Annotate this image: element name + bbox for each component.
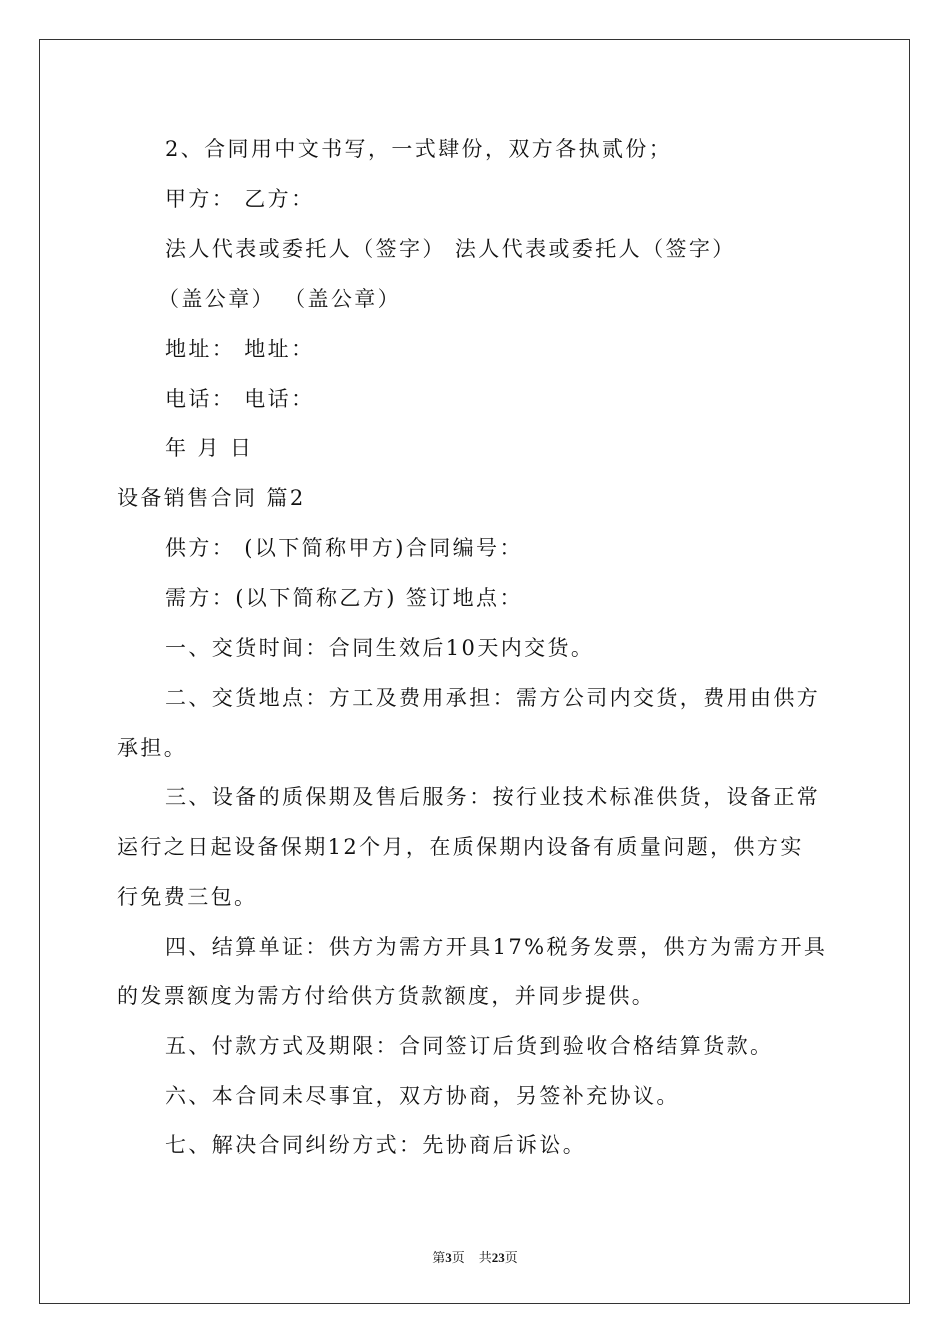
page-prefix: 第 — [432, 1251, 446, 1266]
page-suffix: 页 — [451, 1251, 465, 1266]
paragraph-line: 甲方： 乙方： — [165, 187, 315, 211]
paragraph-line: 二、交货地点：方工及费用承担：需方公司内交货，费用由供方 — [165, 686, 821, 710]
total-suffix: 页 — [504, 1251, 518, 1266]
paragraph-line: 五、付款方式及期限：合同签订后货到验收合格结算货款。 — [165, 1034, 774, 1058]
paragraph-line: 七、解决合同纠纷方式：先协商后诉讼。 — [165, 1133, 587, 1157]
page-border — [39, 39, 910, 1304]
paragraph-line: 法人代表或委托人（签字） 法人代表或委托人（签字） — [165, 237, 736, 261]
paragraph-line: 六、本合同未尽事宜，双方协商，另签补充协议。 — [165, 1084, 680, 1108]
paragraph-line: 地址： 地址： — [165, 337, 315, 361]
paragraph-line: 三、设备的质保期及售后服务：按行业技术标准供货，设备正常 — [165, 785, 821, 809]
paragraph-line: 的发票额度为需方付给供方货款额度，并同步提供。 — [117, 984, 656, 1008]
paragraph-line: 2、合同用中文书写，一式肆份，双方各执贰份； — [165, 137, 673, 161]
paragraph-line: 需方：(以下简称乙方) 签订地点： — [165, 586, 523, 610]
page-total: 23 — [491, 1250, 505, 1265]
paragraph-line: 年 月 日 — [165, 436, 254, 460]
paragraph-line: （盖公章） （盖公章） — [158, 287, 402, 311]
paragraph-line: 四、结算单证：供方为需方开具17%税务发票，供方为需方开具 — [165, 935, 828, 959]
total-prefix: 共 — [478, 1251, 492, 1266]
paragraph-line: 电话： 电话： — [165, 387, 315, 411]
section-heading: 设备销售合同 篇2 — [117, 486, 306, 510]
paragraph-line: 承担。 — [117, 736, 188, 760]
page-current: 3 — [445, 1250, 452, 1265]
paragraph-line: 行免费三包。 — [117, 885, 258, 909]
paragraph-line: 一、交货时间：合同生效后10天内交货。 — [165, 636, 595, 660]
paragraph-line: 供方： (以下简称甲方)合同编号： — [165, 536, 523, 560]
paragraph-line: 运行之日起设备保期12个月，在质保期内设备有质量问题，供方实 — [117, 835, 804, 859]
page-footer — [0, 1247, 950, 1266]
